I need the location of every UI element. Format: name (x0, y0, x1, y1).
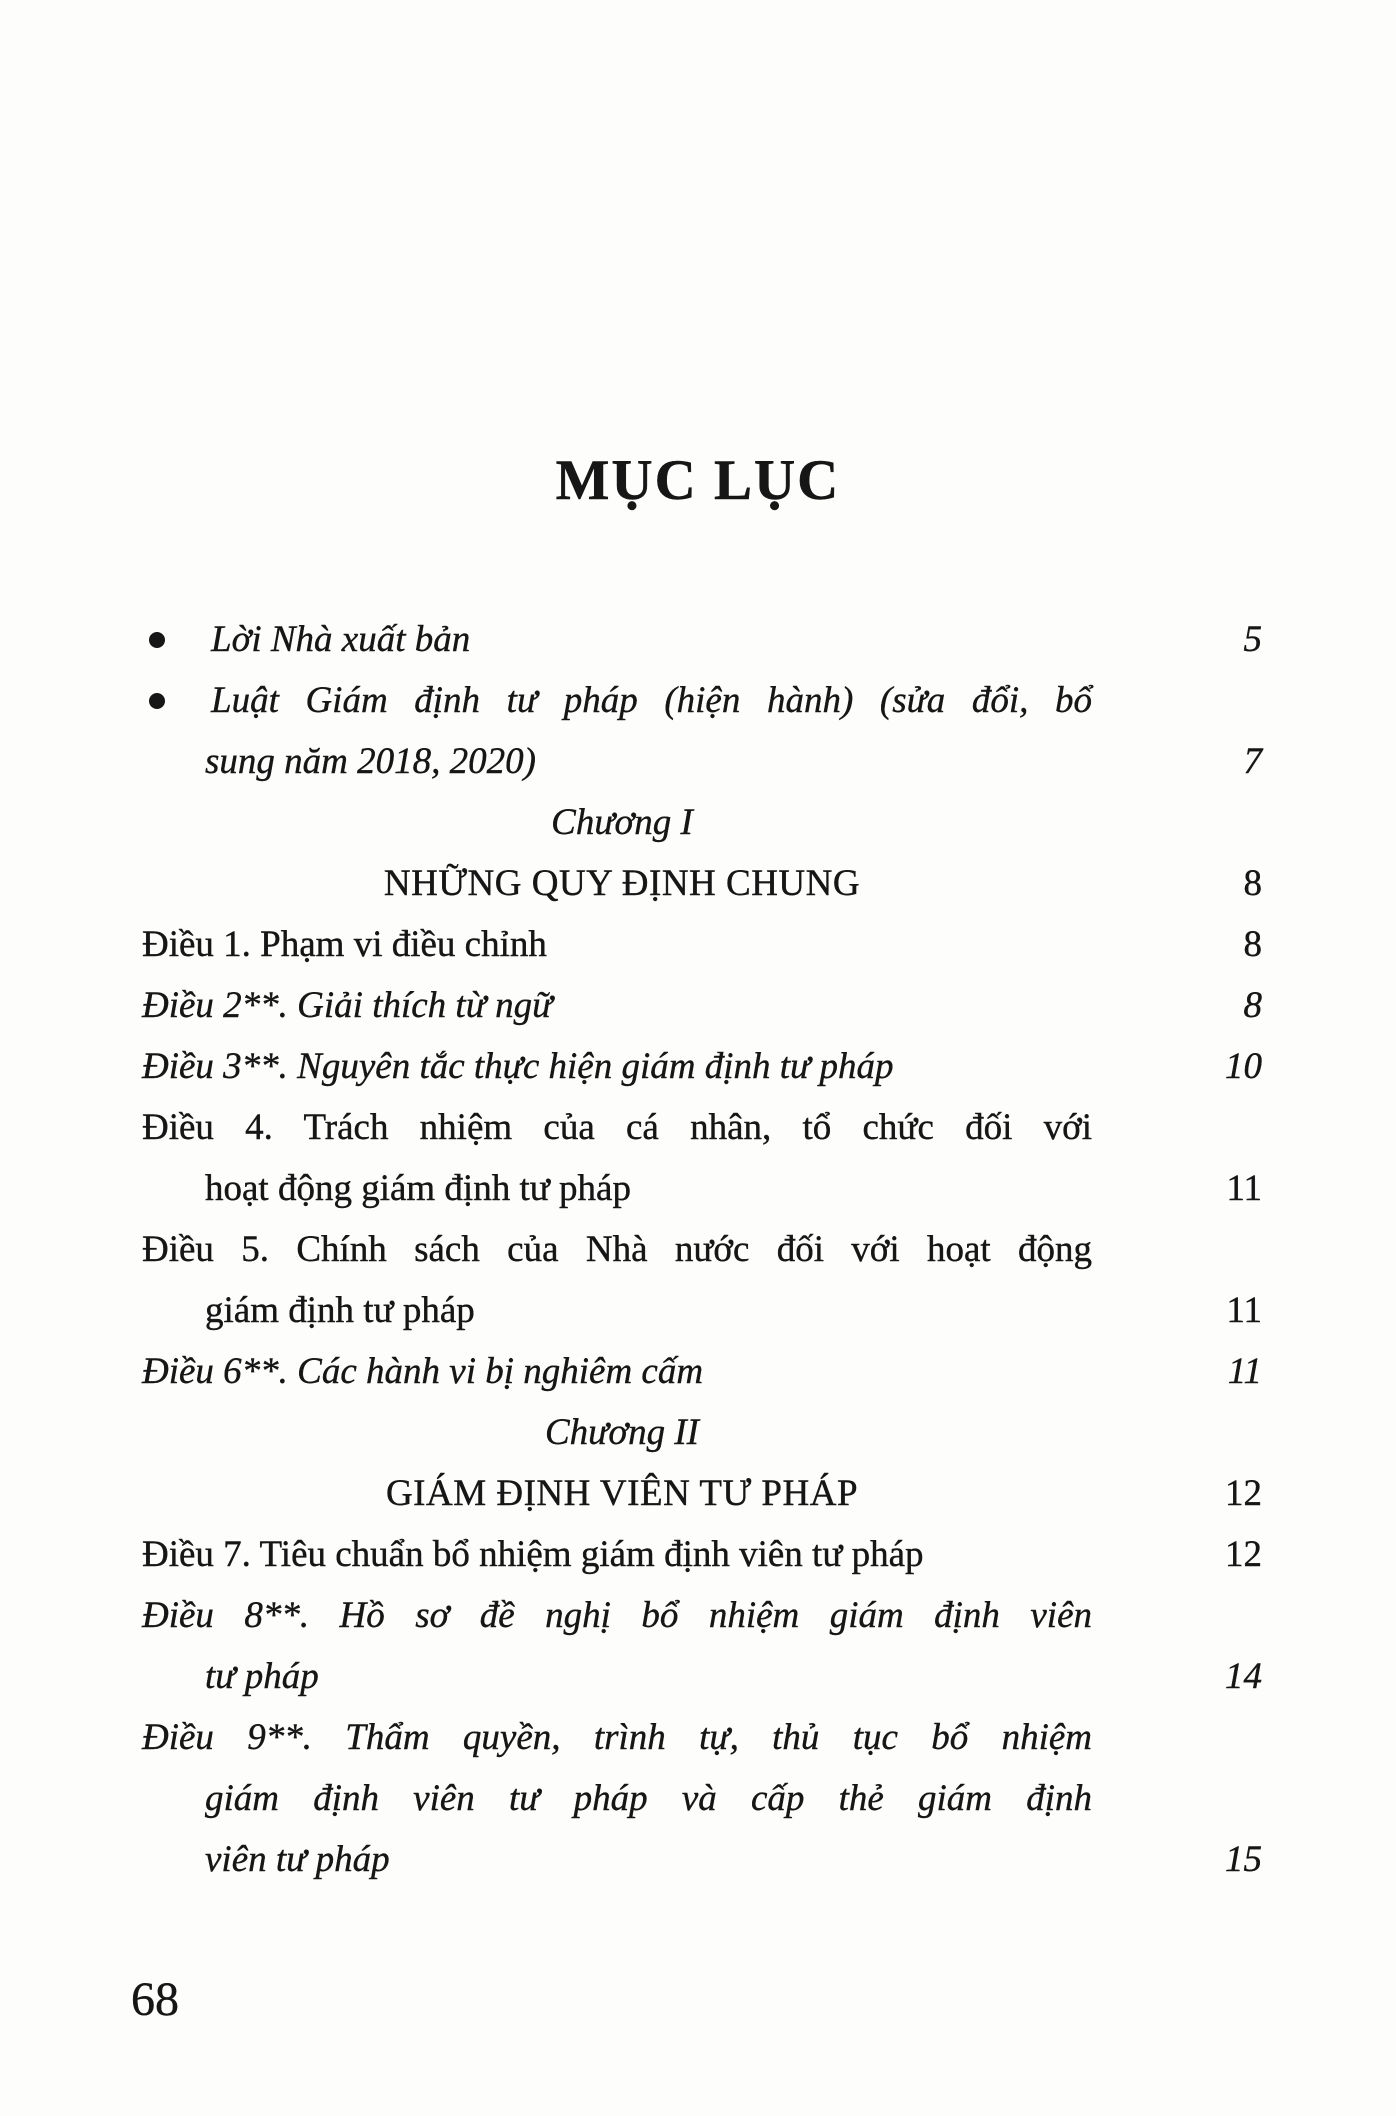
toc-entry (142, 914, 1262, 975)
bullet-icon (149, 693, 165, 709)
toc-text: Chương I (551, 802, 693, 843)
toc-entry (142, 1707, 1262, 1768)
toc-text: Điều 7. Tiêu chuẩn bổ nhiệm giám định viên tư pháp (142, 1534, 924, 1575)
toc-text: Điều 8**. Hồ sơ đề nghị bổ nhiệm giám định viên (142, 1595, 1092, 1636)
toc-text: Điều 2**. Giải thích từ ngữ (142, 985, 553, 1026)
toc-page-number: 11 (1226, 1290, 1262, 1331)
toc-text: Lời Nhà xuất bản (211, 619, 471, 660)
toc-page-number: 12 (1225, 1473, 1262, 1514)
toc-entry (142, 1219, 1262, 1280)
folio-page-number: 68 (131, 1973, 179, 2026)
toc-text: Chương II (545, 1412, 699, 1453)
toc-entry (142, 1097, 1262, 1158)
toc-chapter-heading (142, 792, 1262, 853)
toc-section-heading (142, 1463, 1262, 1524)
toc-text: Điều 3**. Nguyên tắc thực hiện giám định tư pháp (142, 1046, 894, 1087)
toc-bullet-item (142, 609, 1262, 670)
toc-bullet-item (142, 670, 1262, 731)
toc-continuation-line (142, 1280, 1262, 1341)
toc-page-number: 14 (1225, 1656, 1262, 1697)
toc-text: NHỮNG QUY ĐỊNH CHUNG (383, 863, 861, 904)
toc-text: giám định viên tư pháp và cấp thẻ giám định (205, 1778, 1092, 1819)
toc-entry (142, 1341, 1262, 1402)
toc-text: giám định tư pháp (205, 1290, 475, 1331)
toc-page-number: 5 (1243, 619, 1262, 660)
toc-page-number: 15 (1225, 1839, 1262, 1880)
toc-text: hoạt động giám định tư pháp (205, 1168, 631, 1209)
toc-continuation-line (142, 1768, 1262, 1829)
toc-text: GIÁM ĐỊNH VIÊN TƯ PHÁP (385, 1473, 859, 1514)
toc-page-number: 8 (1243, 863, 1262, 904)
toc-text: Điều 6**. Các hành vi bị nghiêm cấm (142, 1351, 704, 1392)
toc-continuation-line (142, 1158, 1262, 1219)
toc-continuation-line (142, 731, 1262, 792)
toc-text: Điều 1. Phạm vi điều chỉnh (142, 924, 547, 965)
toc-entry (142, 1524, 1262, 1585)
toc-page-number: 10 (1225, 1046, 1262, 1087)
toc-page-number: 12 (1225, 1534, 1262, 1575)
toc-entry (142, 1036, 1262, 1097)
page-title: MỤC LỤC (555, 449, 841, 512)
toc-text: Điều 5. Chính sách của Nhà nước đối với hoạt động (142, 1229, 1092, 1270)
toc-entry (142, 975, 1262, 1036)
toc-page-number: 11 (1227, 1351, 1262, 1392)
toc-continuation-line (142, 1646, 1262, 1707)
toc-page-number: 11 (1226, 1168, 1262, 1209)
toc-text: Điều 9**. Thẩm quyền, trình tự, thủ tục bổ nhiệm (142, 1717, 1092, 1758)
toc-list (142, 609, 1262, 1890)
toc-continuation-line (142, 1829, 1262, 1890)
toc-text: Điều 4. Trách nhiệm của cá nhân, tổ chức đối với (142, 1107, 1092, 1148)
bullet-icon (149, 632, 165, 648)
toc-page-number: 8 (1243, 985, 1262, 1026)
toc-page-number: 7 (1243, 741, 1262, 782)
toc-entry (142, 1585, 1262, 1646)
toc-page-number: 8 (1243, 924, 1262, 965)
toc-chapter-heading (142, 1402, 1262, 1463)
toc-text: sung năm 2018, 2020) (205, 741, 536, 782)
toc-text: viên tư pháp (205, 1839, 390, 1880)
toc-section-heading (142, 853, 1262, 914)
toc-text: Luật Giám định tư pháp (hiện hành) (sửa đổi, bổ (211, 680, 1092, 721)
toc-text: tư pháp (205, 1656, 319, 1697)
